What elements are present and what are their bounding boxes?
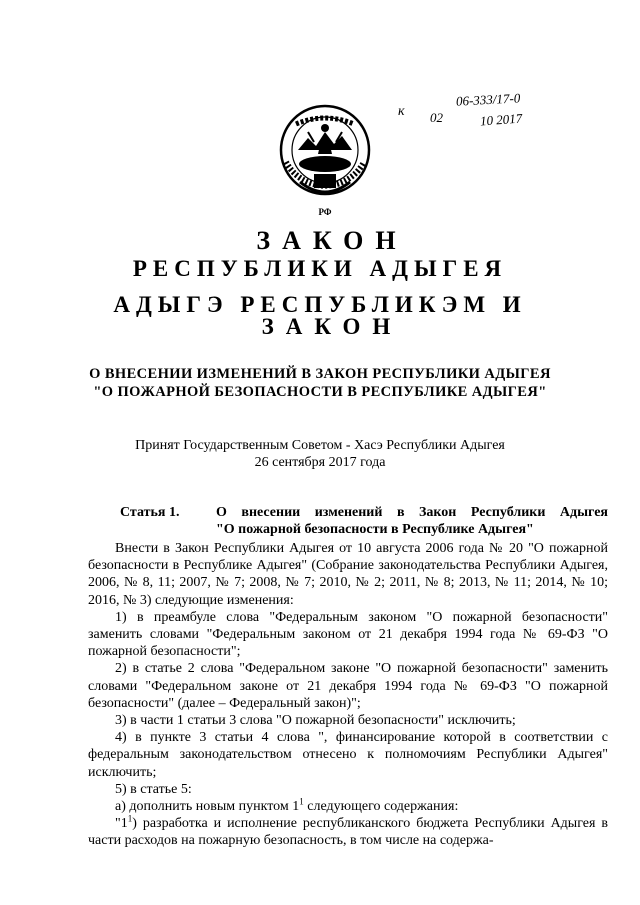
article-label: Статья 1. <box>120 505 180 520</box>
coat-of-arms-emblem <box>278 92 372 220</box>
item-5a-superscript: 1 <box>299 796 304 807</box>
amendment-item-2: 2) в статье 2 слова "Федеральном законе "О пожарной безопасности" заменить словами "Федеральном законе от 21 декабря 1994 года № 69-ФЗ "О пожарной безопасности" (далее – Федеральный закон)"; <box>88 661 608 711</box>
item-5a-text: а) дополнить новым пунктом 1 <box>115 799 300 815</box>
adoption-statement: Принят Государственным Советом - Хасэ Республики Адыгея <box>135 438 505 453</box>
amendment-item-3: 3) в части 1 статьи 3 слова "О пожарной безопасности" исключить; <box>115 713 516 729</box>
article-heading-line-2: "О пожарной безопасности в Республике Адыгея" <box>216 522 534 537</box>
quote-superscript: 1 <box>127 813 133 824</box>
law-title-line-2: "О ПОЖАРНОЙ БЕЗОПАСНОСТИ В РЕСПУБЛИКЕ АДЫГЕЯ" <box>93 384 547 400</box>
law-title-line-1: О ВНЕСЕНИИ ИЗМЕНЕНИЙ В ЗАКОН РЕСПУБЛИКИ АДЫГЕЯ <box>89 366 551 382</box>
handwritten-registration-number: 06-333/17-0 <box>455 90 521 109</box>
quote-text: ) разработка и исполнение республиканского бюджета Республики Адыгея в части расходов на пожарную безопасность, в том числе на содержа- <box>88 816 608 849</box>
amendment-item-4: 4) в пункте 3 статьи 4 слова ", финансирование которой в соответствии с федеральным законодательством отнесено к полномочиям Республики Адыгея" исключить; <box>88 730 608 780</box>
header-line-4: ЗАКОН <box>261 314 403 339</box>
quote-open: "1 <box>115 816 128 832</box>
item-5a-text-end: следующего содержания: <box>303 799 459 815</box>
header-line-1: ЗАКОН <box>256 226 408 255</box>
header-line-3: АДЫГЭ РЕСПУБЛИКЭМ И <box>113 292 527 317</box>
amendment-item-5a <box>88 798 608 815</box>
quoted-new-point <box>88 815 608 849</box>
intro-paragraph: Внести в Закон Республики Адыгея от 10 августа 2006 года № 20 "О пожарной безопасности в Республике Адыгея" (Собрание законодательства Республики Адыгея, 2006, № 8, 11; 2007, № 7; 2008, № 7; 2010, № 2; 2011, № 8; 2013, № 11; 2014, № 10; 2016, № 3) следующие изменения: <box>88 541 608 608</box>
emblem-bottom-text: РФ <box>318 207 332 217</box>
article-heading-line-1: О внесении изменений в Закон Республики Адыгея <box>216 505 608 520</box>
handwritten-mark: к <box>398 104 405 119</box>
amendment-item-1: 1) в преамбуле слова "Федеральным законом "О пожарной безопасности" заменить словами "Федеральным законом от 21 декабря 1994 года № 69-ФЗ "О пожарной безопасности"; <box>88 609 608 660</box>
handwritten-prefix: 02 <box>430 110 443 125</box>
article-body <box>88 540 608 850</box>
adoption-date: 26 сентября 2017 года <box>254 455 386 470</box>
handwritten-date: 10 2017 <box>479 110 523 129</box>
header-line-2: РЕСПУБЛИКИ АДЫГЕЯ <box>132 256 508 281</box>
amendment-item-5: 5) в статье 5: <box>115 781 192 797</box>
